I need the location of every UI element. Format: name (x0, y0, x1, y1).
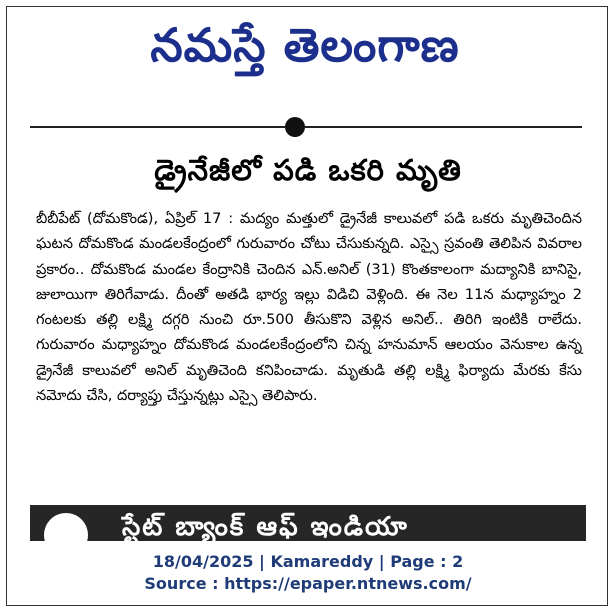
divider-line (30, 126, 582, 128)
next-article-headline: స్టేట్ బ్యాంక్ ఆఫ్ ఇండియా (122, 512, 409, 541)
section-divider (30, 117, 582, 137)
article-body (36, 206, 582, 408)
article-paragraph: బీబీపేట్ (దోమకొండ), ఏప్రిల్ 17 : మద్యం మత్తులో డ్రైనేజీ కాలువలో పడి ఒకరు మృతిచెందిన ఘటన దోమకొండ మండలకేంద్రంలో గురువారం చోటు చేసుకున్నది. ఎస్సై స్రవంతి తెలిపిన వివరాల ప్రకారం.. దోమకొండ మండల కేంద్రానికి చెందిన ఎన్.అనిల్ (31) కొంతకాలంగా మద్యానికి బానిసై, జులాయిగా తిరిగేవాడు. దీంతో అతడి భార్య ఇల్లు విడిచి వెళ్లింది. ఈ నెల 11న మధ్యాహ్నం 2 గంటలకు తల్లి లక్ష్మి దగ్గరి నుంచి రూ.500 తీసుకొని వెళ్లిన అనిల్.. తిరిగి ఇంటికి రాలేదు. గురువారం మధ్యాహ్నం దోమకొండ మండలకేంద్రంలోని చిన్న హనుమాన్ ఆలయం వెనుకాల ఉన్న డ్రైనేజీ కాలువలో అనిల్ మృతిచెంది కనిపించాడు. మృతుడి తల్లి లక్ష్మి ఫిర్యాదు మేరకు కేసు నమోదు చేసి, దర్యాప్తు చేస్తున్నట్లు ఎస్సై తెలిపారు. (36, 210, 582, 405)
newspaper-masthead: నమస్తే తెలంగాణ (150, 18, 460, 72)
next-article-banner (30, 505, 586, 541)
edition-info: 18/04/2025 | Kamareddy | Page : 2 (152, 552, 464, 571)
article-headline: డ్రైనేజీలో పడి ఒకరి మృతి (154, 153, 462, 187)
source-link[interactable]: Source : https://epaper.ntnews.com/ (144, 574, 472, 593)
banner-circle-icon (44, 513, 88, 541)
divider-dot-icon (285, 117, 305, 137)
